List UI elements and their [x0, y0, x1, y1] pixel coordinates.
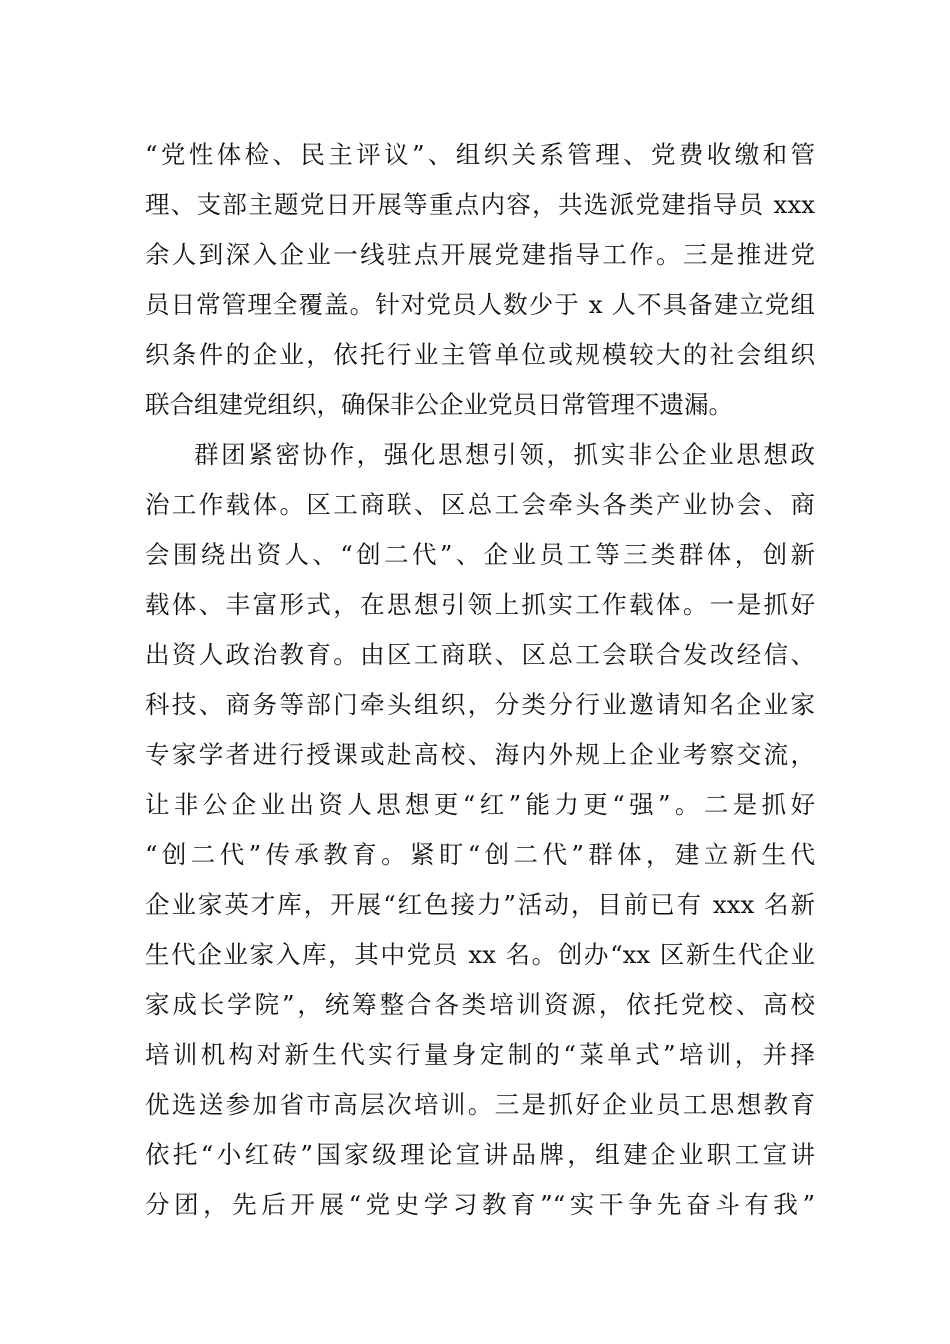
body-text: [145, 130, 815, 1230]
text-line: 理、支部主题党日开展等重点内容，共选派党建指导员 xxx: [145, 190, 815, 219]
text-line: 企业家英才库，开展“红色接力”活动，目前已有 xxx 名新: [145, 890, 815, 919]
text-line: 培训机构对新生代实行量身定制的“菜单式”培训，并择: [145, 1040, 815, 1069]
text-line: “党性体检、民主评议”、组织关系管理、党费收缴和管: [145, 140, 815, 169]
paragraph-start-line: 群团紧密协作，强化思想引领，抓实非公企业思想政: [194, 440, 815, 469]
text-line: 家成长学院”，统筹整合各类培训资源，依托党校、高校: [145, 990, 815, 1019]
text-line: 科技、商务等部门牵头组织，分类分行业邀请知名企业家: [145, 690, 815, 719]
text-line: 专家学者进行授课或赴高校、海内外规上企业考察交流，: [145, 740, 815, 769]
text-line: 依托“小红砖”国家级理论宣讲品牌，组建企业职工宣讲: [145, 1140, 815, 1169]
text-line: “创二代”传承教育。紧盯“创二代”群体，建立新生代: [145, 840, 815, 869]
text-line: 让非公企业出资人思想更“红”能力更“强”。二是抓好: [145, 790, 815, 819]
text-line: 会围绕出资人、“创二代”、企业员工等三类群体，创新: [145, 540, 815, 569]
text-line: 余人到深入企业一线驻点开展党建指导工作。三是推进党: [145, 240, 815, 269]
text-line: 联合组建党组织，确保非公企业党员日常管理不遗漏。: [145, 390, 733, 419]
text-line: 生代企业家入库，其中党员 xx 名。创办“xx 区新生代企业: [145, 940, 815, 969]
text-line: 分团，先后开展“党史学习教育”“实干争先奋斗有我”: [145, 1190, 815, 1219]
text-line: 织条件的企业，依托行业主管单位或规模较大的社会组织: [145, 340, 815, 369]
text-line: 载体、丰富形式，在思想引领上抓实工作载体。一是抓好: [145, 590, 815, 619]
text-line: 出资人政治教育。由区工商联、区总工会联合发改经信、: [145, 640, 815, 669]
text-line: 治工作载体。区工商联、区总工会牵头各类产业协会、商: [145, 490, 815, 519]
text-line: 员日常管理全覆盖。针对党员人数少于 x 人不具备建立党组: [145, 290, 815, 319]
text-line: 优选送参加省市高层次培训。三是抓好企业员工思想教育: [145, 1090, 815, 1119]
